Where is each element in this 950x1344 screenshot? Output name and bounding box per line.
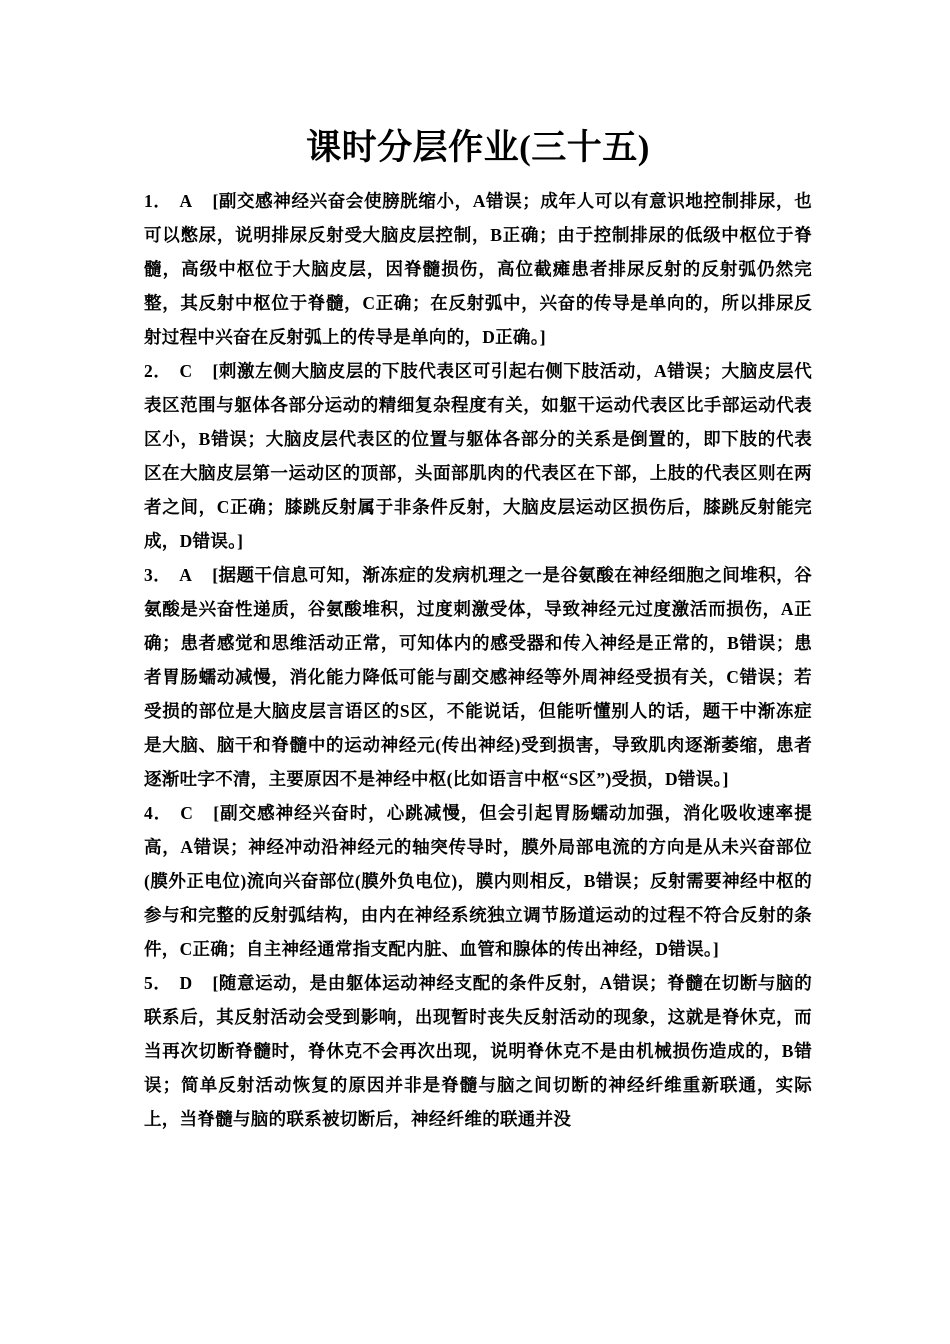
item-number: 5． [144,973,172,993]
document-page [144,124,812,1136]
answer-item-4 [144,796,812,966]
page-title: 课时分层作业(三十五) [306,128,650,167]
answer-item-5 [144,966,812,1136]
item-answer: D [179,973,193,993]
item-number: 4． [144,803,173,823]
item-explanation: [刺激左侧大脑皮层的下肢代表区可引起右侧下肢活动，A错误；大脑皮层代表区范围与躯体各部分运动的精细复杂程度有关，如躯干运动代表区比手部运动代表区小，B错误；大脑皮层代表区的位置与躯体各部分的关系是倒置的，即下肢的代表区在大脑皮层第一运动区的顶部，头面部肌肉的代表区在下部，上肢的代表区则在两者之间，C正确；膝跳反射属于非条件反射，大脑皮层运动区损伤后，膝跳反射能完成，D错误。] [144,361,812,551]
answer-item-2 [144,354,812,558]
answer-item-1 [144,184,812,354]
item-answer: A [179,565,193,585]
item-explanation: [随意运动，是由躯体运动神经支配的条件反射，A错误；脊髓在切断与脑的联系后，其反射活动会受到影响，出现暂时丧失反射活动的现象，这就是脊休克，而当再次切断脊髓时，脊休克不会再次出现，说明脊休克不是由机械损伤造成的，B错误；简单反射活动恢复的原因并非是脊髓与脑之间切断的神经纤维重新联通，实际上，当脊髓与脑的联系被切断后，神经纤维的联通并没 [144,973,812,1129]
answer-item-3 [144,558,812,796]
item-answer: C [179,361,193,381]
item-number: 1． [144,191,172,211]
item-answer: C [180,803,194,823]
item-explanation: [副交感神经兴奋时，心跳减慢，但会引起胃肠蠕动加强，消化吸收速率提高，A错误；神经冲动沿神经元的轴突传导时，膜外局部电流的方向是从未兴奋部位(膜外正电位)流向兴奋部位(膜外负电位)，膜内则相反，B错误；反射需要神经中枢的参与和完整的反射弧结构，由内在神经系统独立调节肠道运动的过程不符合反射的条件，C正确；自主神经通常指支配内脏、血管和腺体的传出神经，D错误。] [144,803,812,959]
item-answer: A [179,191,193,211]
item-explanation: [副交感神经兴奋会使膀胱缩小，A错误；成年人可以有意识地控制排尿，也可以憋尿，说明排尿反射受大脑皮层控制，B正确；由于控制排尿的低级中枢位于脊髓，高级中枢位于大脑皮层，因脊髓损伤，高位截瘫患者排尿反射的反射弧仍然完整，其反射中枢位于脊髓，C正确；在反射弧中，兴奋的传导是单向的，所以排尿反射过程中兴奋在反射弧上的传导是单向的，D正确。] [144,191,812,347]
item-number: 3． [144,565,172,585]
item-explanation: [据题干信息可知，渐冻症的发病机理之一是谷氨酸在神经细胞之间堆积，谷氨酸是兴奋性递质，谷氨酸堆积，过度刺激受体，导致神经元过度激活而损伤，A正确；患者感觉和思维活动正常，可知体内的感受器和传入神经是正常的，B错误；患者胃肠蠕动减慢，消化能力降低可能与副交感神经等外周神经受损有关，C错误；若受损的部位是大脑皮层言语区的S区，不能说话，但能听懂别人的话，题干中渐冻症是大脑、脑干和脊髓中的运动神经元(传出神经)受到损害，导致肌肉逐渐萎缩，患者逐渐吐字不清，主要原因不是神经中枢(比如语言中枢“S区”)受损，D错误。] [144,565,812,789]
item-number: 2． [144,361,172,381]
